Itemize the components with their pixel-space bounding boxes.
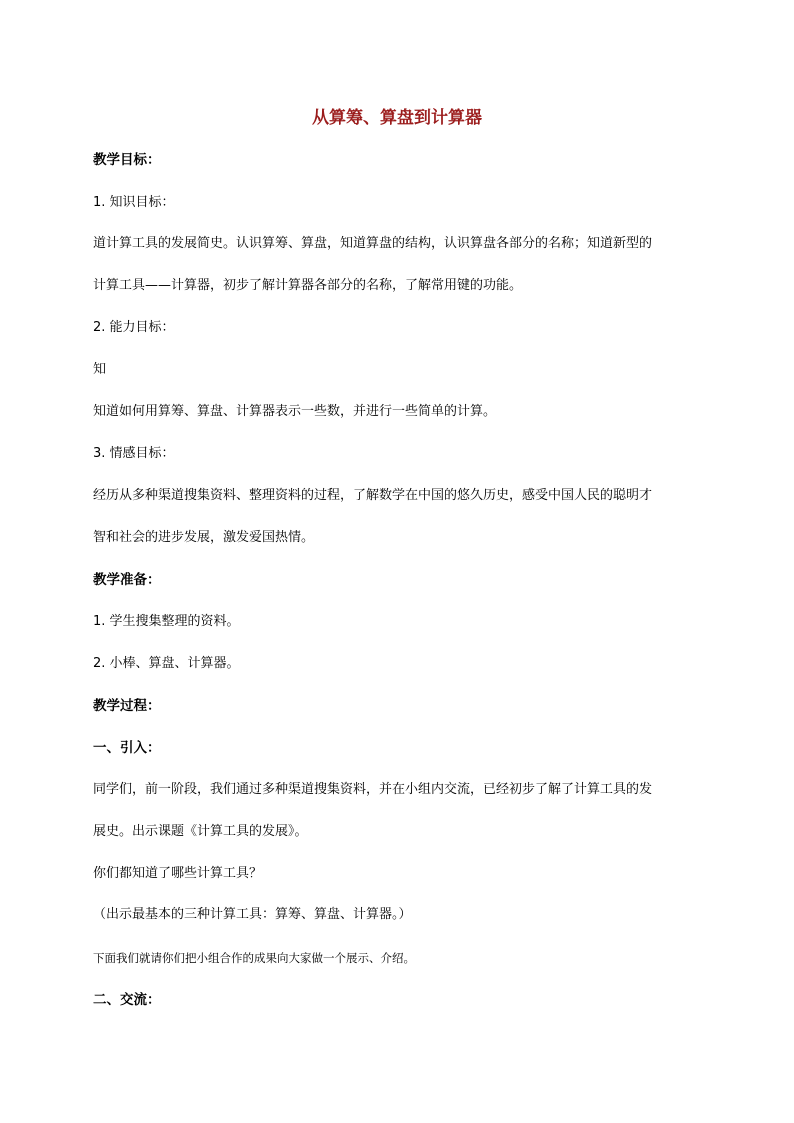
paragraph-line: 下面我们就请你们把小组合作的成果向大家做一个展示、介绍。 xyxy=(93,951,415,965)
list-item: 2. 小棒、算盘、计算器。 xyxy=(93,656,240,671)
paragraph-line: 展史。出示课题《计算工具的发展》。 xyxy=(93,824,308,839)
heading-teaching-goals: 教学目标： xyxy=(93,152,161,168)
heading-teaching-process: 教学过程： xyxy=(93,698,161,714)
list-item: 1. 学生搜集整理的资料。 xyxy=(93,614,240,629)
paragraph-line: 智和社会的进步发展，激发爱国热情。 xyxy=(93,530,315,545)
paragraph-line: 知 xyxy=(93,362,107,377)
paragraph-line: 计算工具——计算器，初步了解计算器各部分的名称，了解常用键的功能。 xyxy=(93,278,523,293)
paragraph-line: 道计算工具的发展简史。认识算筹、算盘，知道算盘的结构，认识算盘各部分的名称；知道新型的 xyxy=(93,236,653,251)
paragraph-line: 你们都知道了哪些计算工具？ xyxy=(93,866,263,881)
paragraph-line: 知道如何用算筹、算盘、计算器表示一些数，并进行一些简单的计算。 xyxy=(93,404,497,419)
paragraph-line: 经历从多种渠道搜集资料、整理资料的过程，了解数学在中国的悠久历史，感受中国人民的聪明才 xyxy=(93,488,653,503)
subheading-knowledge-goal: 1. 知识目标： xyxy=(93,195,175,210)
section-heading-exchange: 二、交流： xyxy=(93,992,161,1008)
subheading-ability-goal: 2. 能力目标： xyxy=(93,320,175,335)
document-title: 从算筹、算盘到计算器 xyxy=(312,108,482,128)
section-heading-introduction: 一、引入： xyxy=(93,740,161,756)
paragraph-line: （出示最基本的三种计算工具：算筹、算盘、计算器。） xyxy=(93,907,412,922)
heading-teaching-preparation: 教学准备： xyxy=(93,572,161,588)
subheading-emotion-goal: 3. 情感目标： xyxy=(93,446,175,461)
paragraph-line: 同学们，前一阶段，我们通过多种渠道搜集资料，并在小组内交流，已经初步了解了计算工具的发 xyxy=(93,782,653,797)
